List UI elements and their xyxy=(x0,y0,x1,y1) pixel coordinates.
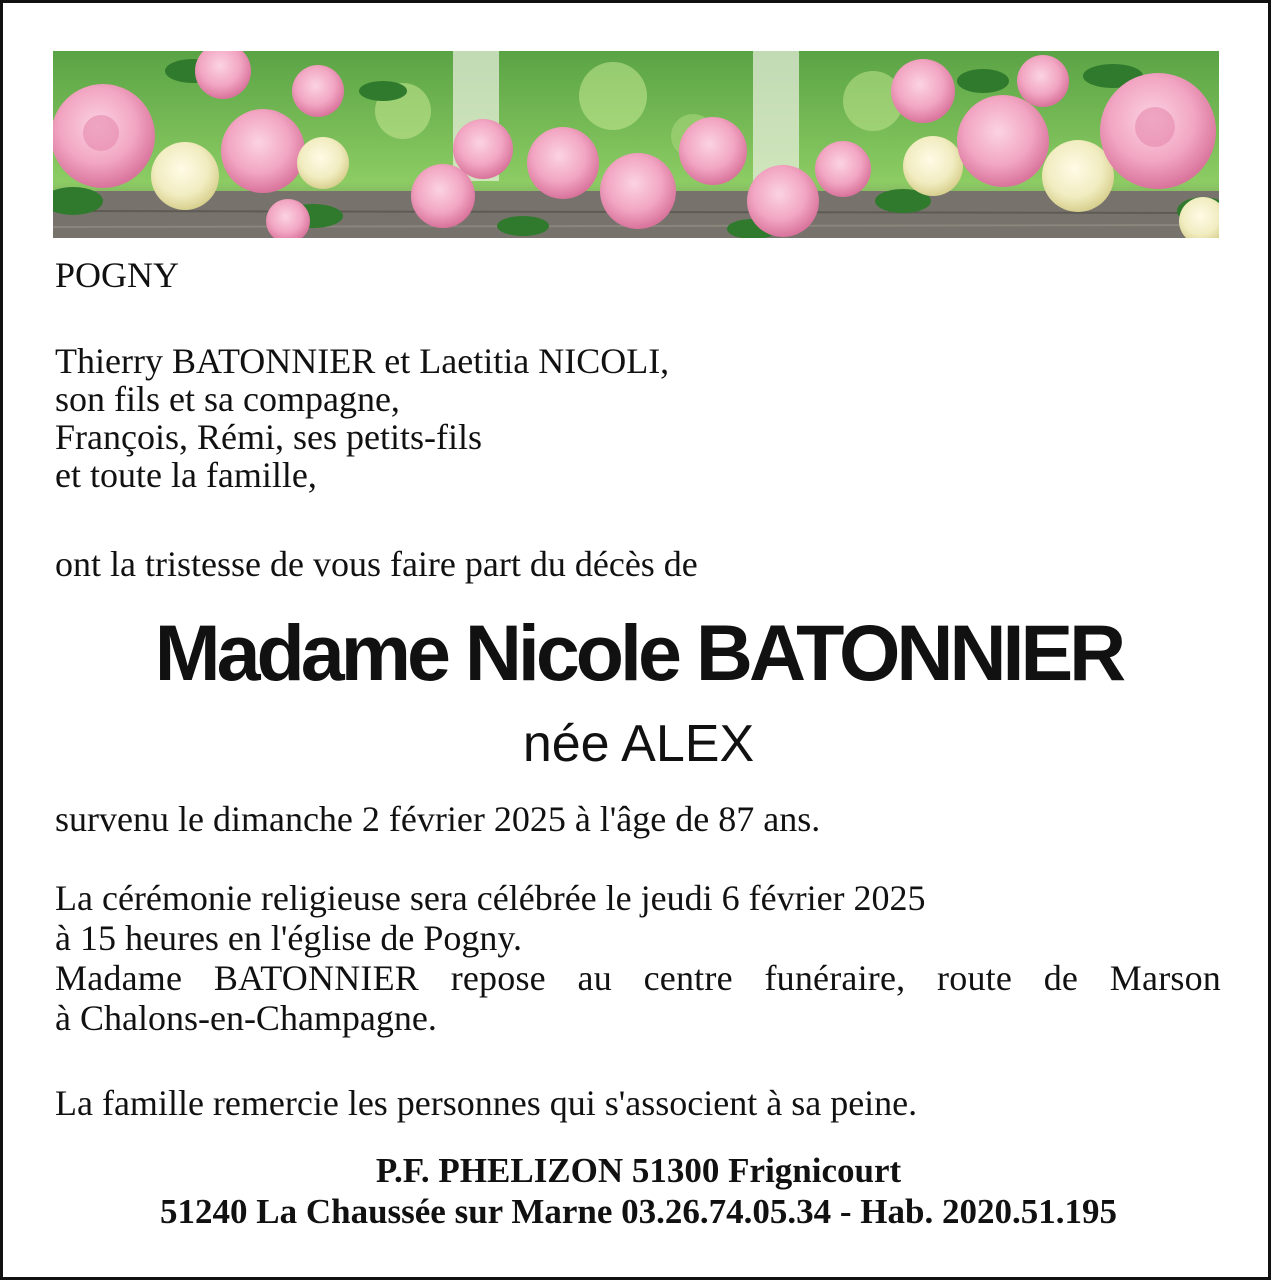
family-line: et toute la famille, xyxy=(55,455,317,495)
funeral-home-contact: 51240 La Chaussée sur Marne 03.26.74.05.34 - Hab. 2020.51.195 xyxy=(159,1192,1117,1231)
maiden-name: née ALEX xyxy=(522,715,755,773)
ceremony-line: La cérémonie religieuse sera célébrée le jeudi 6 février 2025 xyxy=(55,878,926,918)
family-line: Thierry BATONNIER et Laetitia NICOLI, xyxy=(55,341,670,381)
funeral-home-name: P.F. PHELIZON 51300 Frignicourt xyxy=(375,1151,902,1190)
roses-banner-image xyxy=(53,51,1219,238)
ceremony-block xyxy=(55,879,1221,1039)
ceremony-line: Madame BATONNIER repose au centre funéraire, route de Marson xyxy=(55,958,1221,998)
roses-illustration xyxy=(53,51,1219,238)
ceremony-line: à 15 heures en l'église de Pogny. xyxy=(55,918,523,958)
ceremony-line: à Chalons-en-Champagne. xyxy=(55,998,437,1038)
death-details: survenu le dimanche 2 février 2025 à l'âge de 87 ans. xyxy=(55,799,821,839)
family-line: son fils et sa compagne, xyxy=(55,379,400,419)
family-line: François, Rémi, ses petits-fils xyxy=(55,417,482,457)
family-block xyxy=(55,342,669,494)
thanks-text: La famille remercie les personnes qui s'associent à sa peine. xyxy=(55,1083,918,1123)
announcement-text: ont la tristesse de vous faire part du décès de xyxy=(55,544,698,584)
location-heading: POGNY xyxy=(55,255,180,295)
deceased-name: Madame Nicole BATONNIER xyxy=(154,608,1123,697)
